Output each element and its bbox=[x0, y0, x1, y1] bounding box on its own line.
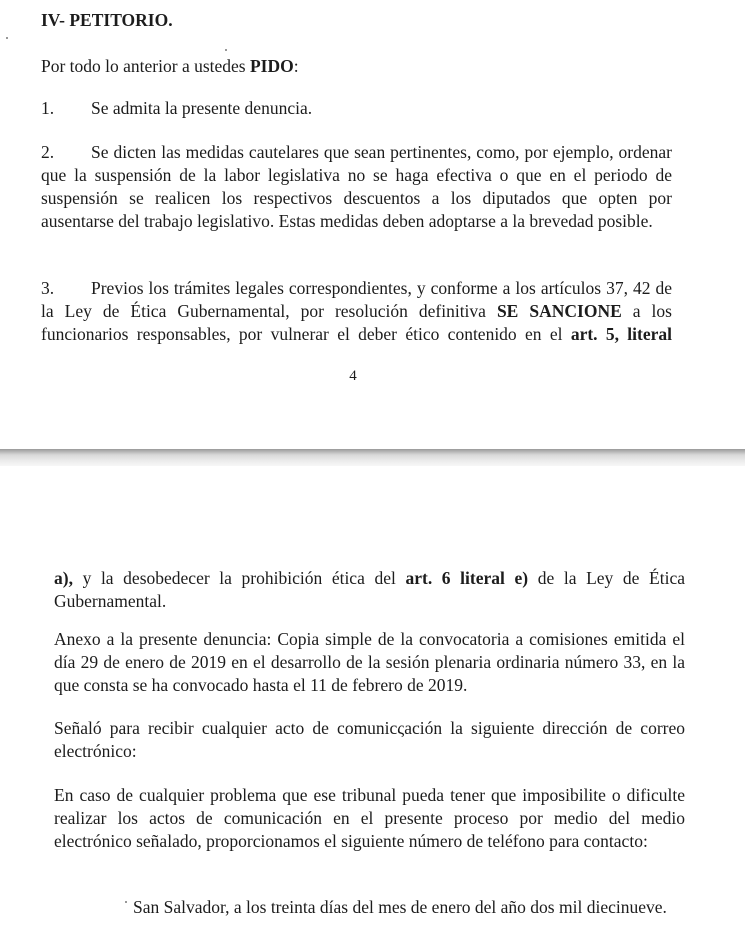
petition-item-1 bbox=[41, 97, 312, 120]
item-3-se-sancione: SE SANCIONE bbox=[496, 301, 622, 321]
section-heading: IV- PETITORIO. bbox=[41, 10, 173, 30]
document-page-5 bbox=[0, 466, 745, 932]
document-page-4 bbox=[0, 0, 745, 449]
item-3-number: 3. bbox=[41, 278, 55, 298]
item-3-article-5: art. 5, literal bbox=[570, 324, 673, 344]
continuation-text-1: y la desobedecer la prohibición ética del bbox=[72, 568, 406, 588]
item-3-text-2: a los funcionarios responsables, por vulnerar el deber ético contenido en el bbox=[41, 301, 672, 344]
scan-speck bbox=[225, 49, 227, 51]
item-3-text-1: Previos los trámites legales correspondientes, y conforme a los artículos 37, 42 de la Ley de Ética Gubernamental, por resolución definitiva bbox=[41, 278, 672, 321]
continuation-literal-a: a), bbox=[54, 568, 73, 588]
scan-speck bbox=[125, 901, 127, 903]
item-2-number: 2. bbox=[41, 142, 55, 162]
closing-line bbox=[131, 896, 667, 919]
continuation-article-6: art. 6 literal e) bbox=[405, 568, 529, 588]
continuation-paragraph bbox=[54, 567, 685, 613]
email-paragraph: Señaló para recibir cualquier acto de comunicςación la siguiente dirección de correo electrónico: bbox=[54, 718, 685, 761]
intro-text: Por todo lo anterior a ustedes bbox=[41, 56, 250, 76]
page-number: 4 bbox=[349, 368, 357, 384]
petition-item-2 bbox=[41, 141, 672, 233]
continuation-text-2: de la Ley de Ética Gubernamental. bbox=[54, 568, 685, 611]
page-separator bbox=[0, 449, 745, 466]
intro-paragraph bbox=[41, 55, 299, 78]
item-1-number: 1. bbox=[41, 98, 55, 118]
scan-speck bbox=[6, 37, 8, 39]
item-1-text: Se admita la presente denuncia. bbox=[91, 98, 313, 118]
annex-paragraph: Anexo a la presente denuncia: Copia simple de la convocatoria a comisiones emitida el día 29 de enero de 2019 en el desarrollo de la sesión plenaria ordinaria número 33, en la que consta se ha convocado hasta el 11 de febrero de 2019. bbox=[54, 629, 685, 695]
item-2-text: Se dicten las medidas cautelares que sean pertinentes, como, por ejemplo, ordenar que la suspensión de la labor legislativa no se haga efectiva o que en el periodo de suspensión se realicen los respectivos descuentos a los diputados que opten por ausentarse del trabajo legislativo. Estas medidas deben adoptarse a la brevedad posible. bbox=[41, 142, 672, 231]
closing-text: San Salvador, a los treinta días del mes de enero del año dos mil diecinueve. bbox=[133, 897, 667, 917]
phone-paragraph: En caso de cualquier problema que ese tribunal pueda tener que imposibilite o dificulte realizar los actos de comunicación en el presente proceso por medio del medio electrónico señalado, proporcionamos el siguiente número de teléfono para contacto: bbox=[54, 785, 685, 851]
petition-item-3 bbox=[41, 277, 672, 346]
intro-colon: : bbox=[293, 56, 299, 76]
intro-pido: PIDO bbox=[249, 56, 294, 76]
